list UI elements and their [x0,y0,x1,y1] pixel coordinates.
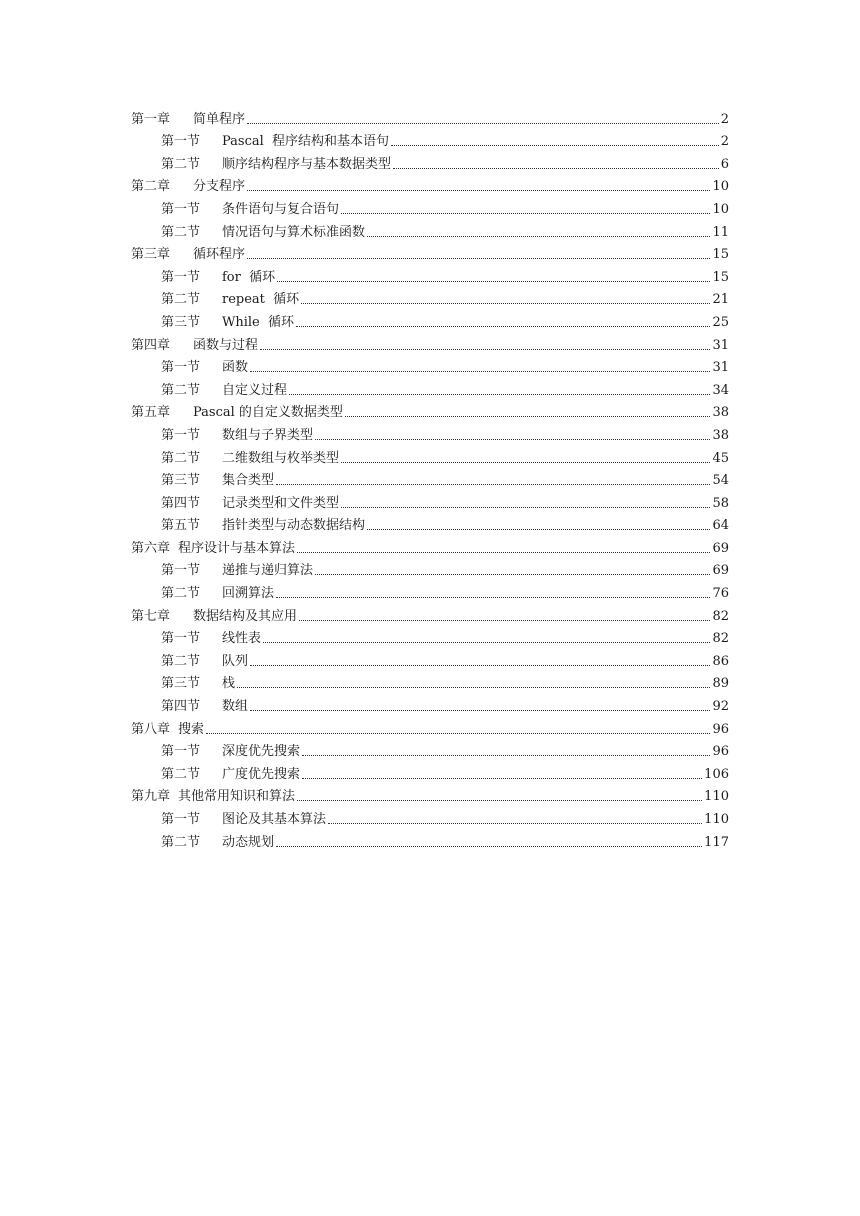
toc-entry-number: 第七章 [131,608,171,624]
toc-section-entry[interactable] [131,466,729,489]
toc-entry-number: 第二章 [131,179,171,195]
toc-chapter-entry[interactable] [131,601,729,624]
toc-entry-label [161,563,313,578]
toc-page-number: 34 [712,382,729,398]
toc-entry-label [131,722,204,737]
toc-entry-title: 栈 [222,676,236,692]
toc-entry-number: 第一节 [161,812,201,827]
dot-leader [260,349,710,350]
toc-entry-title: 队列 [222,653,249,669]
toc-entry-label [161,835,274,850]
toc-page-number: 82 [712,631,729,647]
toc-section-entry[interactable] [131,127,729,150]
toc-entry-number: 第三章 [131,247,171,263]
dot-leader [296,326,710,327]
dot-leader [237,687,710,688]
toc-page-number: 92 [712,699,729,715]
toc-entry-title: 指针类型与动态数据结构 [222,518,366,534]
toc-section-entry[interactable] [131,443,729,466]
toc-entry-title: 其他常用知识和算法 [178,789,296,805]
toc-entry-number: 第二节 [161,382,201,398]
toc-entry-label [131,789,295,804]
toc-entry-label [161,315,294,330]
toc-page-number: 89 [712,676,729,692]
toc-entry-title: repeat 循环 [222,292,300,308]
dot-leader [289,394,710,395]
toc-section-entry[interactable] [131,646,729,669]
toc-page-number: 31 [712,360,729,376]
toc-page-number: 86 [712,653,729,669]
toc-entry-title: 情况语句与算术标准函数 [222,224,366,240]
dot-leader [391,145,719,146]
toc-entry-number: 第四节 [161,495,201,511]
toc-page-number: 45 [712,450,729,466]
toc-page-number: 76 [712,586,729,602]
toc-section-entry[interactable] [131,285,729,308]
toc-entry-title: While 循环 [222,314,295,330]
toc-entry-title: 数据结构及其应用 [193,608,298,624]
toc-section-entry[interactable] [131,691,729,714]
toc-page-number: 11 [712,224,729,240]
toc-section-entry[interactable] [131,737,729,760]
toc-entry-title: 分支程序 [193,179,246,195]
toc-section-entry[interactable] [131,307,729,330]
toc-page-number: 54 [712,473,729,489]
toc-entry-label [161,699,248,714]
toc-entry-number: 第二节 [161,834,201,850]
toc-entry-number: 第二节 [161,156,201,172]
toc-entry-number: 第二节 [161,586,201,602]
dot-leader [250,665,710,666]
toc-page-number: 38 [712,405,729,421]
toc-chapter-entry[interactable] [131,782,729,805]
toc-entry-label [161,157,391,172]
toc-page-number: 6 [720,156,729,172]
toc-entry-title: 数组与子界类型 [222,427,314,443]
toc-section-entry[interactable] [131,759,729,782]
toc-entry-number: 第五章 [131,405,171,421]
toc-section-entry[interactable] [131,669,729,692]
toc-entry-number: 第一节 [161,563,201,579]
toc-entry-label [161,225,365,240]
toc-page-number: 58 [712,495,729,511]
toc-entry-title: for 循环 [222,269,276,285]
toc-section-entry[interactable] [131,827,729,850]
toc-entry-title: 动态规划 [222,834,275,850]
toc-entry-number: 第九章 [131,789,171,805]
toc-section-entry[interactable] [131,149,729,172]
dot-leader [297,800,702,801]
table-of-contents [131,104,729,850]
toc-page-number: 110 [704,812,729,827]
dot-leader [302,778,702,779]
toc-chapter-entry[interactable] [131,398,729,421]
toc-entry-number: 第四节 [161,699,201,715]
toc-entry-title: 自定义过程 [222,382,288,398]
toc-entry-number: 第五节 [161,518,201,534]
dot-leader [367,236,710,237]
toc-section-entry[interactable] [131,578,729,601]
toc-chapter-entry[interactable] [131,172,729,195]
toc-page-number: 110 [704,789,729,805]
toc-entry-label [131,338,258,353]
toc-page-number: 10 [712,179,729,195]
toc-chapter-entry[interactable] [131,240,729,263]
toc-page-number: 69 [712,540,729,556]
toc-entry-title: 顺序结构程序与基本数据类型 [222,156,392,172]
toc-entry-label [161,202,339,217]
toc-section-entry[interactable] [131,556,729,579]
toc-entry-number: 第三节 [161,473,201,489]
dot-leader [315,574,710,575]
dot-leader [263,642,710,643]
toc-page-number: 2 [720,134,729,150]
toc-entry-label [161,518,365,533]
dot-leader [276,846,702,847]
toc-entry-title: 图论及其基本算法 [222,812,327,827]
toc-page-number: 15 [712,269,729,285]
toc-entry-title: 二维数组与枚举类型 [222,450,340,466]
toc-section-entry[interactable] [131,217,729,240]
dot-leader [328,823,702,824]
toc-page-number: 64 [712,518,729,534]
dot-leader [277,281,710,282]
toc-entry-title: 程序设计与基本算法 [178,540,296,556]
toc-chapter-entry[interactable] [131,714,729,737]
toc-entry-label [161,767,300,782]
dot-leader [341,462,710,463]
toc-entry-number: 第二节 [161,450,201,466]
toc-entry-title: 广度优先搜索 [222,766,301,782]
toc-entry-label [161,631,261,646]
toc-entry-title: 搜索 [178,721,205,737]
toc-entry-label [161,744,300,759]
toc-page-number: 25 [712,314,729,330]
toc-entry-label [161,654,248,669]
dot-leader [247,258,710,259]
dot-leader [345,416,711,417]
toc-entry-label [161,360,248,375]
dot-leader [250,371,710,372]
toc-entry-number: 第六章 [131,540,171,556]
dot-leader [206,733,710,734]
toc-entry-number: 第一节 [161,631,201,647]
toc-section-entry[interactable] [131,194,729,217]
toc-page-number: 31 [712,337,729,353]
dot-leader [341,507,710,508]
toc-entry-label [131,541,295,556]
toc-entry-label [161,473,274,488]
toc-section-entry[interactable] [131,353,729,376]
toc-page-number: 117 [704,834,729,850]
toc-page-number: 15 [712,247,729,263]
toc-entry-title: 数组 [222,699,249,715]
dot-leader [315,439,710,440]
dot-leader [393,168,719,169]
toc-entry-label [161,812,326,827]
toc-entry-title: 记录类型和文件类型 [222,495,340,511]
toc-entry-label [161,270,275,285]
toc-entry-number: 第一节 [161,360,201,376]
toc-entry-number: 第八章 [131,721,171,737]
toc-entry-number: 第一节 [161,744,201,760]
dot-leader [299,620,710,621]
toc-entry-number: 第三节 [161,676,201,692]
toc-entry-number: 第一节 [161,427,201,443]
toc-page-number: 69 [712,563,729,579]
toc-entry-number: 第二节 [161,224,201,240]
toc-entry-label [131,112,245,127]
toc-entry-label [131,179,245,194]
toc-entry-label [131,405,343,420]
dot-leader [367,529,710,530]
toc-page-number: 96 [712,744,729,760]
toc-chapter-entry[interactable] [131,330,729,353]
toc-entry-title: 函数与过程 [193,337,259,353]
toc-section-entry[interactable] [131,511,729,534]
dot-leader [297,552,710,553]
toc-chapter-entry[interactable] [131,533,729,556]
toc-entry-number: 第二节 [161,766,201,782]
toc-page-number: 38 [712,427,729,443]
toc-section-entry[interactable] [131,420,729,443]
toc-page-number: 106 [704,766,729,782]
toc-entry-label [161,586,274,601]
toc-entry-title: Pascal 的自定义数据类型 [193,405,343,421]
toc-entry-label [131,247,245,262]
toc-entry-title: Pascal 程序结构和基本语句 [222,134,390,150]
dot-leader [302,755,710,756]
toc-entry-label [161,134,389,149]
toc-entry-title: 线性表 [222,631,262,647]
toc-entry-label [161,496,339,511]
toc-entry-number: 第三节 [161,314,201,330]
dot-leader [276,597,710,598]
toc-entry-title: 函数 [222,360,249,376]
toc-entry-title: 简单程序 [193,111,246,127]
toc-entry-number: 第四章 [131,337,171,353]
toc-entry-title: 深度优先搜索 [222,744,301,760]
toc-entry-number: 第二节 [161,653,201,669]
toc-entry-label [131,609,297,624]
toc-entry-number: 第一节 [161,134,201,150]
toc-entry-number: 第二节 [161,292,201,308]
toc-page-number: 21 [712,292,729,308]
toc-entry-number: 第一节 [161,201,201,217]
dot-leader [301,303,710,304]
toc-section-entry[interactable] [131,624,729,647]
dot-leader [276,484,710,485]
toc-entry-title: 回溯算法 [222,586,275,602]
toc-section-entry[interactable] [131,488,729,511]
toc-entry-label [161,383,287,398]
toc-page-number: 10 [712,201,729,217]
toc-entry-number: 第一节 [161,269,201,285]
toc-section-entry[interactable] [131,262,729,285]
toc-entry-title: 循环程序 [193,247,246,263]
toc-section-entry[interactable] [131,375,729,398]
toc-page-number: 2 [720,111,729,127]
toc-entry-number: 第一章 [131,111,171,127]
toc-entry-title: 集合类型 [222,473,275,489]
toc-page-number: 82 [712,608,729,624]
dot-leader [247,123,719,124]
dot-leader [247,190,710,191]
toc-chapter-entry[interactable] [131,104,729,127]
dot-leader [341,213,710,214]
toc-entry-label [161,676,235,691]
dot-leader [250,710,710,711]
toc-entry-label [161,292,299,307]
toc-page-number: 96 [712,721,729,737]
toc-entry-label [161,451,339,466]
toc-section-entry[interactable] [131,804,729,827]
toc-entry-title: 条件语句与复合语句 [222,201,340,217]
toc-entry-label [161,428,313,443]
toc-entry-title: 递推与递归算法 [222,563,314,579]
